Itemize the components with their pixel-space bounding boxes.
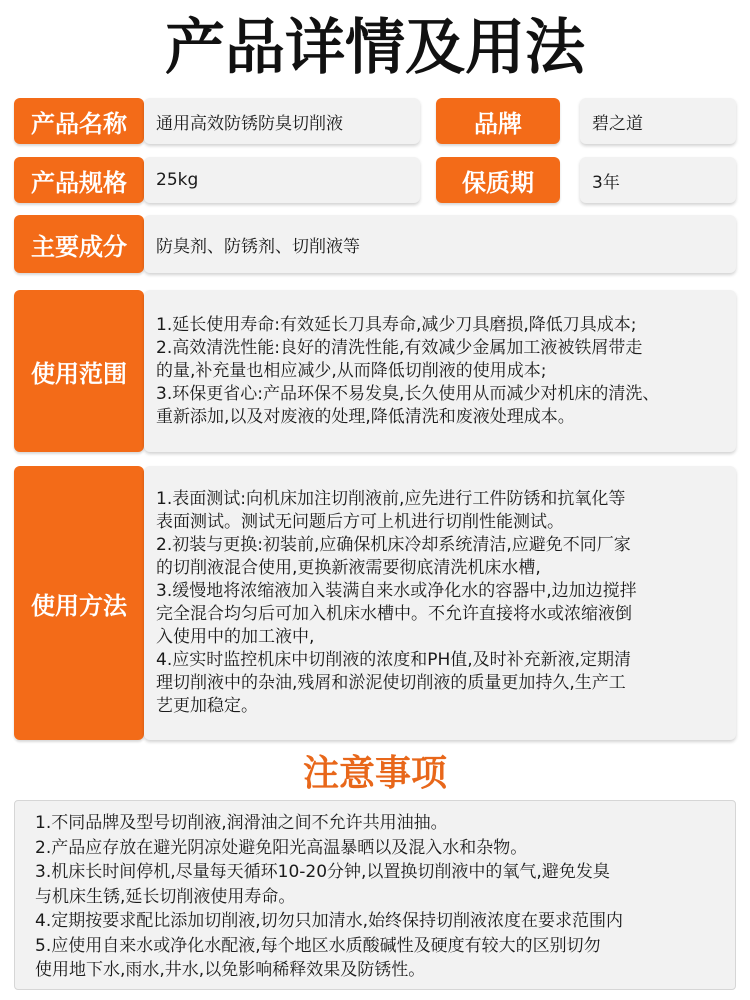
method-text [144,466,736,740]
note-line: 5.应使用自来水或净化水配液,每个地区水质酸碱性及硬度有较大的区别切勿 [35,935,601,956]
ingredients-value: 防臭剂、防锈剂、切削液等 [144,215,736,273]
method-label: 使用方法 [14,466,144,740]
scope-line: 的量,补充量也相应减少,从而降低切削液的使用成本; [156,360,547,381]
method-line: 2.初装与更换:初装前,应确保机床冷却系统清洁,应避免不同厂家 [156,535,631,555]
notes-box [14,800,736,990]
ingredients-label: 主要成分 [14,215,144,273]
scope-text [144,290,736,452]
page-title: 产品详情及用法 [165,13,585,83]
note-line: 3.机床长时间停机,尽量每天循环10-20分钟,以置换切削液中的氧气,避免发臭 [35,862,610,882]
note-line: 1.不同品牌及型号切削液,润滑油之间不允许共用油抽。 [35,813,448,833]
scope-line: 3.环保更省心:产品环保不易发臭,长久使用从而减少对机床的清洗、 [156,383,660,404]
method-line: 艺更加稳定。 [156,696,258,716]
shelf-life-value: 3年 [580,157,736,203]
scope-line: 1.延长使用寿命:有效延长刀具寿命,减少刀具磨损,降低刀具成本; [156,314,637,335]
method-line: 3.缓慢地将浓缩液加入装满自来水或净化水的容器中,边加边搅拌 [156,581,637,601]
method-line: 1.表面测试:向机床加注切削液前,应先进行工件防锈和抗氧化等 [156,489,626,509]
scope-label: 使用范围 [14,290,144,452]
product-name-value: 通用高效防锈防臭切削液 [144,98,420,144]
method-line: 4.应实时监控机床中切削液的浓度和PH值,及时补充新液,定期清 [156,650,632,670]
note-line: 4.定期按要求配比添加切削液,切勿只加清水,始终保持切削液浓度在要求范围内 [35,911,624,931]
method-line: 的切削液混合使用,更换新液需要彻底清洗机床水槽, [156,558,541,578]
scope-line: 重新添加,以及对废液的处理,降低清洗和废液处理成本。 [156,406,575,427]
spec-label: 产品规格 [14,157,144,203]
brand-value: 碧之道 [580,98,736,144]
method-line: 表面测试。测试无问题后方可上机进行切削性能测试。 [156,512,564,532]
scope-line: 2.高效清洗性能:良好的清洗性能,有效减少金属加工液被铁屑带走 [156,337,643,358]
spec-value: 25kg [144,157,420,203]
method-line: 理切削液中的杂油,残屑和淤泥使切削液的质量更加持久,生产工 [156,673,626,693]
note-line: 与机床生锈,延长切削液使用寿命。 [35,886,296,907]
shelf-life-label: 保质期 [436,157,560,203]
product-name-label: 产品名称 [14,98,144,144]
note-line: 2.产品应存放在避光阴凉处避免阳光高温暴晒以及混入水和杂物。 [35,837,528,858]
method-line: 完全混合均匀后可加入机床水槽中。不允许直接将水或浓缩液倒 [156,604,632,624]
method-line: 入使用中的加工液中, [156,627,315,647]
brand-label: 品牌 [436,98,560,144]
notes-title: 注意事项 [302,753,447,794]
note-line: 使用地下水,雨水,井水,以免影响稀释效果及防锈性。 [35,960,426,980]
